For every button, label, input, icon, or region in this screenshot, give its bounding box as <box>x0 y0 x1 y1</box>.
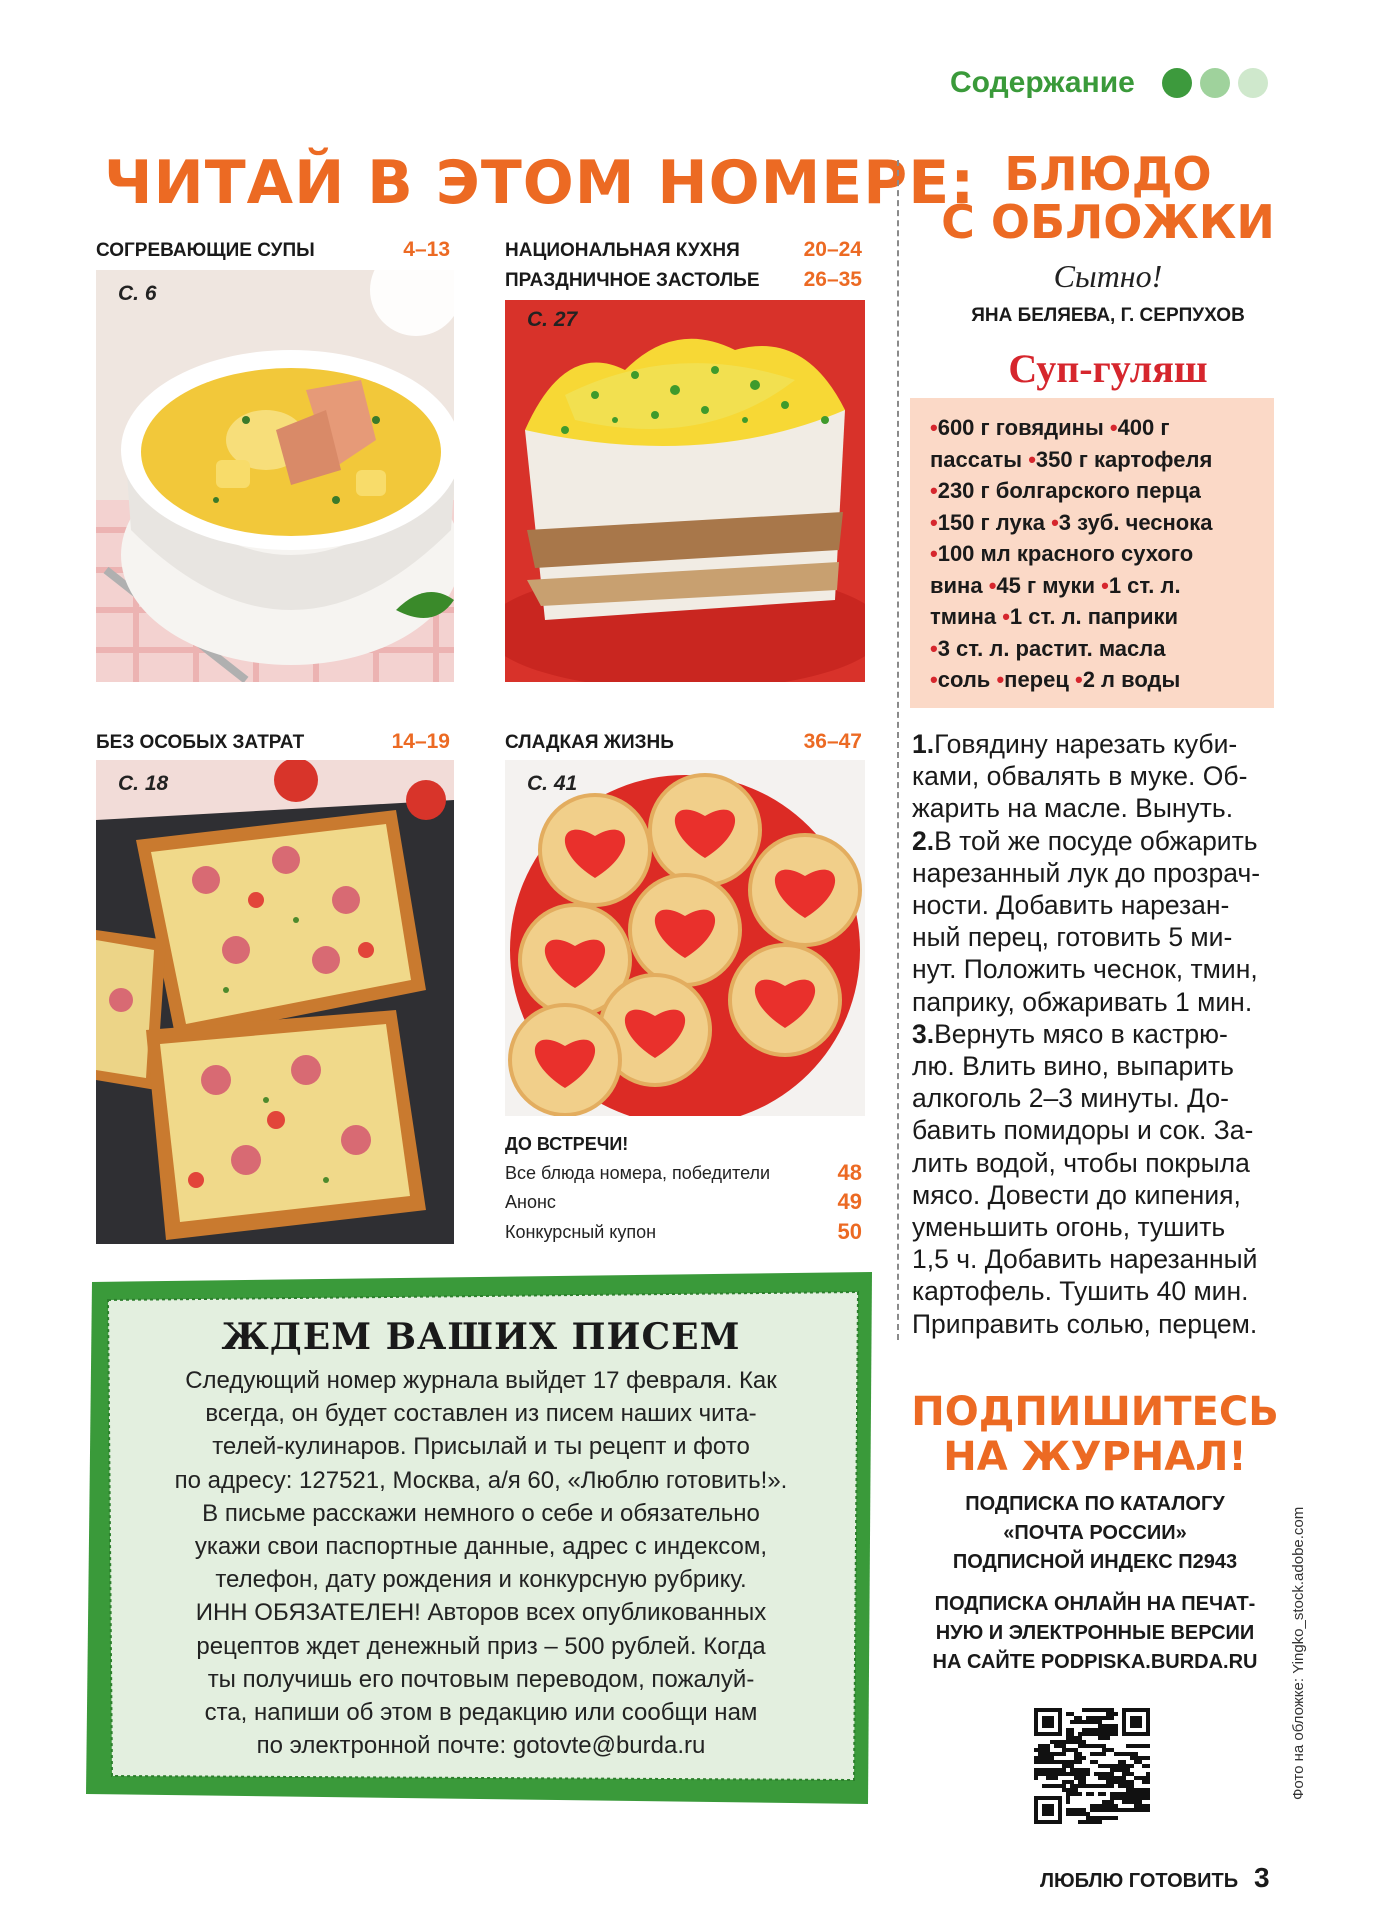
step-line <box>912 792 1282 824</box>
ingredient-text: тмина <box>930 604 1003 629</box>
letters-title: ЖДЕМ ВАШИХ ПИСЕМ <box>221 1316 741 1358</box>
section-name-national: НАЦИОНАЛЬНАЯ КУХНЯ <box>505 240 740 261</box>
ingredient-text: 600 г говядины <box>937 415 1110 440</box>
see-you-row-page: 49 <box>837 1189 862 1214</box>
step-text: жарить на масле. Вынуть. <box>912 793 1234 824</box>
photo-credit-text: Фото на обложке: Yingko_stock.adobe.com <box>1290 1506 1307 1800</box>
page-title: ЧИТАЙ В ЭТОМ НОМЕРЕ: <box>104 148 976 218</box>
section-name-budget: БЕЗ ОСОБЫХ ЗАТРАТ <box>96 732 305 753</box>
layered-salad-illustration <box>505 300 865 682</box>
ingredient-text: 1 ст. л. <box>1108 572 1181 598</box>
ingredient-text: перец <box>1004 667 1075 692</box>
step-text: мясо. Довести до кипения, <box>912 1179 1241 1210</box>
step-text: нарезанный лук до прозрач- <box>912 857 1261 888</box>
photo-page-label-soups: С. 6 <box>118 282 157 305</box>
step-text: Вернуть мясо в кастрю- <box>934 1018 1228 1049</box>
qr-code-graphic <box>1034 1708 1150 1824</box>
ingredient-text: 150 г лука <box>937 509 1052 535</box>
bullet-icon: • <box>1028 446 1036 472</box>
ingredient-text: 2 л воды <box>1082 667 1181 692</box>
ingredient-line <box>930 475 1258 507</box>
letters-line: ИНН ОБЯЗАТЕЛЕН! Авторов всех опубликованных <box>195 1599 767 1627</box>
pizza-toasts-illustration <box>96 760 454 1244</box>
step-text: Приправить солью, перцем. <box>912 1308 1258 1339</box>
step-line <box>912 825 1282 857</box>
ingredient-text: вина <box>930 572 989 598</box>
letters-line: телей-кулинаров. Присылай и ты рецепт и фото <box>212 1433 750 1461</box>
ingredient-line <box>930 538 1258 570</box>
ingredient-line <box>930 570 1258 602</box>
ingredient-line <box>930 412 1258 444</box>
step-line <box>912 1211 1282 1243</box>
bullet-icon: • <box>930 667 938 692</box>
photo-soup <box>96 270 454 682</box>
subscribe-online-line: НУЮ И ЭЛЕКТРОННЫЕ ВЕРСИИ <box>935 1622 1255 1644</box>
step-text: лю. Влить вино, выпарить <box>912 1051 1234 1082</box>
subscribe-catalog-line: ПОДПИСНОЙ ИНДЕКС П2943 <box>952 1551 1238 1573</box>
see-you-title: ДО ВСТРЕЧИ! <box>505 1134 629 1154</box>
letters-line: В письме расскажи немного о себе и обязательно <box>202 1499 760 1527</box>
section-name-soups: СОГРЕВАЮЩИЕ СУПЫ <box>96 240 315 261</box>
step-line <box>912 1243 1282 1275</box>
subscribe-heading <box>905 1390 1285 1480</box>
cover-dish-heading-line: БЛЮДО <box>1004 147 1212 201</box>
step-text: алкоголь 2–3 минуты. До- <box>912 1083 1229 1114</box>
letters-line: по адресу: 127521, Москва, а/я 60, «Люблю готовить!». <box>174 1466 788 1494</box>
heart-cookies-illustration <box>505 760 865 1116</box>
ingredient-line <box>930 664 1258 696</box>
bullet-icon: • <box>996 667 1005 692</box>
subscribe-online-line: НА САЙТЕ PODPISKA.BURDA.RU <box>932 1651 1258 1673</box>
step-line <box>912 1275 1282 1307</box>
letters-line: рецептов ждет денежный приз – 500 рублей. Когда <box>196 1632 766 1660</box>
ingredient-text: 45 г муки <box>996 572 1102 598</box>
subscribe-heading-line: ПОДПИШИТЕСЬ <box>911 1389 1279 1435</box>
ingredients-box <box>910 398 1274 708</box>
column-divider <box>897 160 899 1340</box>
step-line <box>912 1050 1282 1082</box>
reader-quote: Сытно! <box>1053 258 1163 294</box>
recipe-steps <box>912 728 1282 1340</box>
ingredient-line <box>930 601 1258 633</box>
ingredient-line <box>930 444 1258 476</box>
letters-line: Следующий номер журнала выйдет 17 февраля. Как <box>185 1367 777 1394</box>
letters-line: ста, напиши об этом в редакцию или сообщи нам <box>204 1699 758 1727</box>
decor-dot-2 <box>1200 68 1230 98</box>
step-line <box>912 1308 1282 1340</box>
ingredient-text: 3 ст. л. растит. масла <box>937 635 1166 661</box>
section-pages-soups: 4–13 <box>403 238 450 261</box>
letters-line: укажи свои паспортные данные, адрес с индексом, <box>194 1533 768 1561</box>
step-number: 2. <box>912 825 935 856</box>
subscribe-catalog <box>905 1490 1285 1577</box>
see-you-row-page: 50 <box>837 1219 862 1244</box>
see-you-row-label: Анонс <box>505 1192 556 1212</box>
section-pages-sweets: 36–47 <box>803 730 862 753</box>
photo-page-label-holiday: С. 27 <box>527 308 578 331</box>
ingredient-text: пассаты <box>930 446 1029 472</box>
magazine-brand: ЛЮБЛЮ ГОТОВИТЬ <box>1040 1870 1239 1892</box>
step-text: ками, обвалять в муке. Об- <box>912 761 1248 792</box>
section-label: Содержание <box>950 66 1135 99</box>
bullet-icon: • <box>930 509 938 535</box>
see-you-row-page: 48 <box>837 1160 862 1185</box>
step-text: В той же посуде обжарить <box>934 825 1258 856</box>
step-text: ности. Добавить нарезан- <box>912 890 1230 921</box>
subscribe-catalog-line: ПОДПИСКА ПО КАТАЛОГУ <box>965 1493 1225 1515</box>
ingredient-text: 1 ст. л. паприки <box>1009 604 1179 629</box>
section-pages-national: 20–24 <box>803 238 862 261</box>
letters-body <box>126 1364 836 1762</box>
bullet-icon: • <box>1109 415 1118 440</box>
step-text: бавить помидоры и сок. За- <box>912 1115 1254 1146</box>
bullet-icon: • <box>930 415 938 440</box>
photo-page-label-sweets: С. 41 <box>527 772 578 795</box>
step-text: Говядину нарезать куби- <box>934 729 1238 759</box>
subscribe-catalog-line: «ПОЧТА РОССИИ» <box>1003 1522 1187 1544</box>
step-line <box>912 728 1282 760</box>
bullet-icon: • <box>930 635 938 661</box>
step-line <box>912 953 1282 985</box>
cover-dish-heading-line: С ОБЛОЖКИ <box>941 195 1275 250</box>
step-number: 3. <box>912 1018 935 1049</box>
letters-line: ты получишь его почтовым переводом, пожалуй- <box>207 1665 755 1693</box>
bullet-icon: • <box>1051 509 1059 535</box>
decor-dot-1 <box>1162 68 1192 98</box>
step-line <box>912 1018 1282 1050</box>
page-number: 3 <box>1254 1862 1270 1893</box>
step-line <box>912 1179 1282 1211</box>
section-name-sweets: СЛАДКАЯ ЖИЗНЬ <box>505 732 674 753</box>
step-text: 1,5 ч. Добавить нарезанный <box>912 1244 1258 1275</box>
bullet-icon: • <box>1075 667 1083 692</box>
recipe-title: Суп-гуляш <box>1008 346 1208 391</box>
photo-cookies <box>505 760 865 1116</box>
photo-toasts <box>96 760 454 1244</box>
step-number: 1. <box>912 729 935 759</box>
see-you-row-label: Все блюда номера, победители <box>505 1163 771 1183</box>
photo-salad <box>505 300 865 682</box>
photo-credit <box>1290 1380 1314 1800</box>
decor-dot-3 <box>1238 68 1268 98</box>
qr-code[interactable] <box>1034 1708 1150 1824</box>
step-line <box>912 1147 1282 1179</box>
section-pages-holiday: 26–35 <box>803 268 862 291</box>
step-text: нут. Положить чеснок, тмин, <box>912 954 1258 985</box>
ingredient-line <box>930 633 1258 665</box>
bullet-icon: • <box>930 478 938 503</box>
ingredient-text: 230 г болгарского перца <box>937 478 1201 503</box>
ingredient-text: 100 мл красного сухого <box>937 541 1194 566</box>
subscribe-online <box>905 1590 1285 1677</box>
step-line <box>912 760 1282 792</box>
step-text: паприку, обжаривать 1 мин. <box>912 986 1253 1017</box>
bullet-icon: • <box>988 572 997 598</box>
step-line <box>912 889 1282 921</box>
letters-line: по электронной почте: gotovte@burda.ru <box>256 1732 706 1760</box>
step-text: картофель. Тушить 40 мин. <box>912 1276 1249 1307</box>
ingredient-line <box>930 507 1258 539</box>
letters-line: всегда, он будет составлен из писем наших чита- <box>205 1400 757 1428</box>
photo-page-label-budget: С. 18 <box>118 772 169 795</box>
subscribe-heading-line: НА ЖУРНАЛ! <box>943 1433 1247 1480</box>
bullet-icon: • <box>930 541 938 566</box>
section-pages-budget: 14–19 <box>391 730 450 753</box>
ingredient-text: соль <box>937 667 997 692</box>
recipe-author: ЯНА БЕЛЯЕВА, Г. СЕРПУХОВ <box>971 305 1245 326</box>
letters-line: телефон, дату рождения и конкурсную рубрику. <box>215 1566 747 1594</box>
letters-box <box>82 1268 882 1808</box>
cover-dish-heading <box>918 147 1298 250</box>
section-name-holiday: ПРАЗДНИЧНОЕ ЗАСТОЛЬЕ <box>505 270 760 291</box>
step-line <box>912 921 1282 953</box>
subscribe-online-line: ПОДПИСКА ОНЛАЙН НА ПЕЧАТ- <box>934 1593 1256 1615</box>
soup-bowl-illustration <box>96 270 454 682</box>
step-text: уменьшить огонь, тушить <box>912 1212 1226 1243</box>
step-line <box>912 857 1282 889</box>
see-you-row-label: Конкурсный купон <box>505 1222 657 1242</box>
bullet-icon: • <box>1002 604 1010 629</box>
ingredient-text: 3 зуб. чеснока <box>1058 509 1213 535</box>
step-text: ный перец, готовить 5 ми- <box>912 922 1233 953</box>
bullet-icon: • <box>1101 572 1109 598</box>
step-line <box>912 986 1282 1018</box>
ingredient-text: 400 г <box>1117 415 1170 440</box>
step-line <box>912 1082 1282 1114</box>
letters-content <box>108 1294 854 1780</box>
step-line <box>912 1114 1282 1146</box>
step-text: лить водой, чтобы покрыла <box>912 1147 1250 1178</box>
ingredient-text: 350 г картофеля <box>1035 446 1213 472</box>
